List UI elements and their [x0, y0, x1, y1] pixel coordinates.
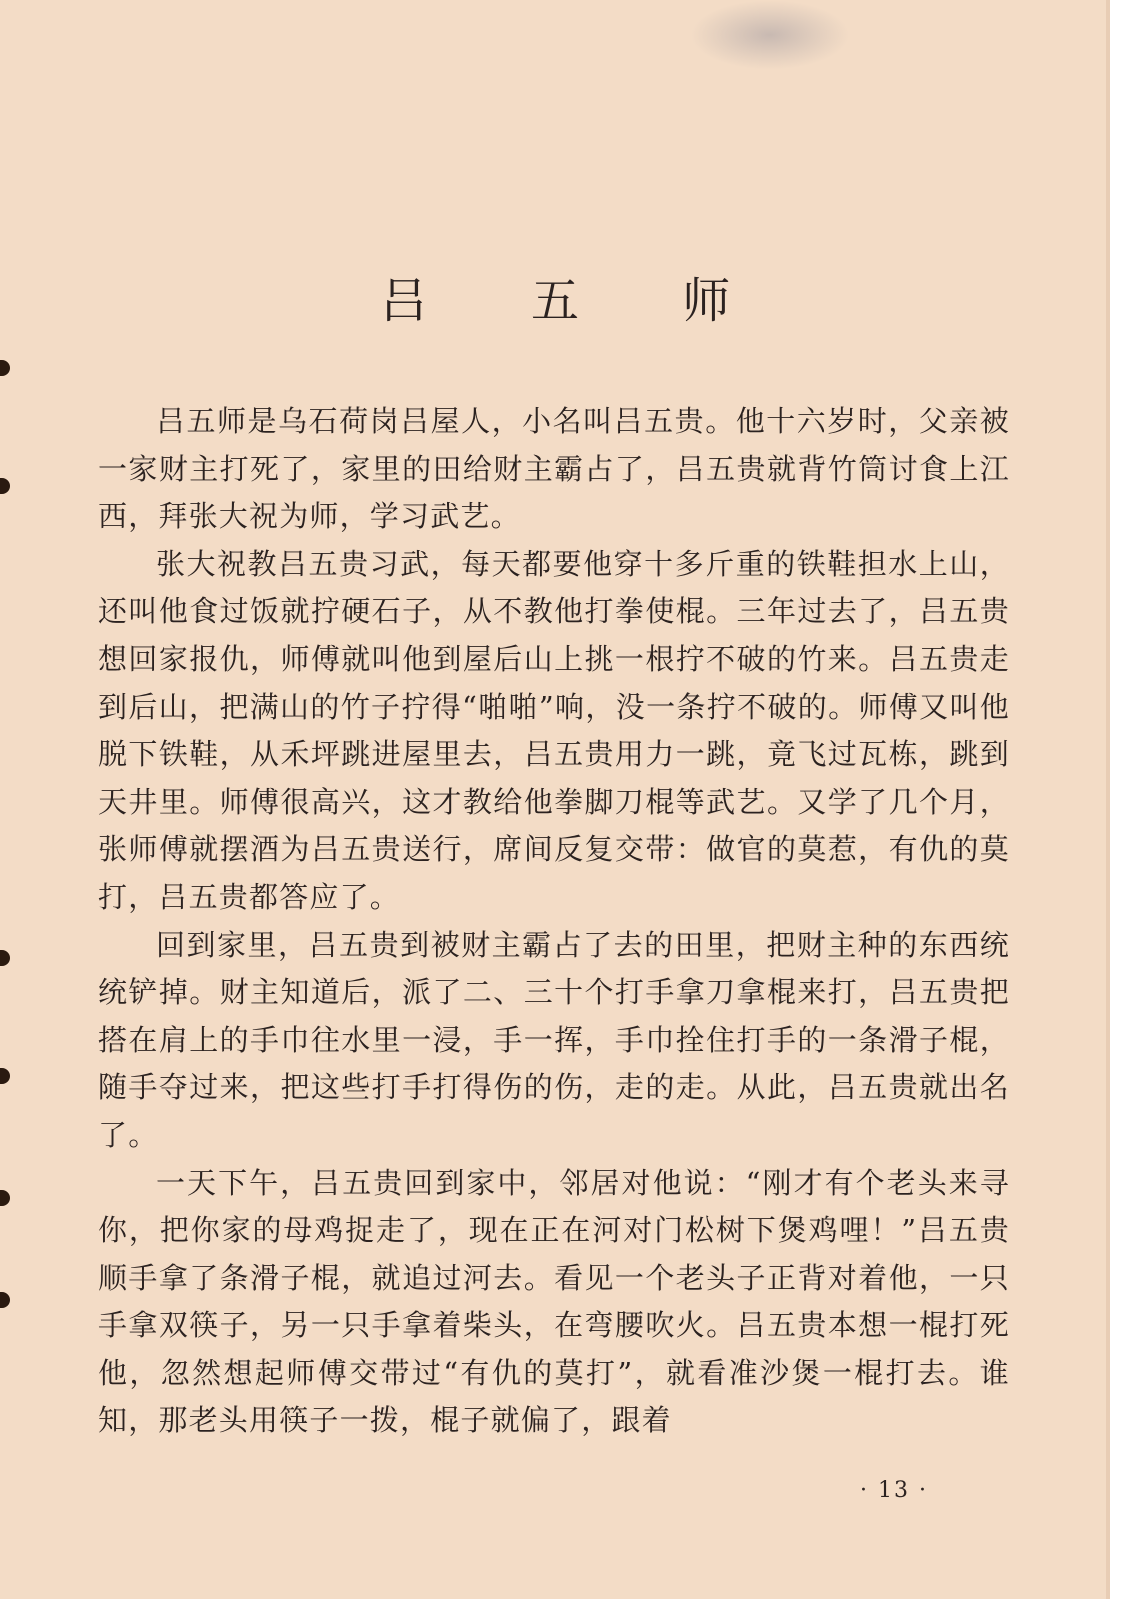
- paragraph: 一天下午，吕五贵回到家中，邻居对他说：“刚才有个老头来寻你，把你家的母鸡捉走了，现在正在河对门松树下煲鸡哩！”吕五贵顺手拿了条滑子棍，就追过河去。看见一个老头子正背对着他，一只手拿双筷子，另一只手拿着柴头，在弯腰吹火。吕五贵本想一棍打死他，忽然想起师傅交带过“有仇的莫打”，就看准沙煲一棍打去。谁知，那老头用筷子一拨，棍子就偏了，跟着: [98, 1165, 1010, 1438]
- body-text: [98, 398, 1010, 1445]
- chapter-title: 吕 五 师: [379, 273, 775, 329]
- paragraph: 张大祝教吕五贵习武，每天都要他穿十多斤重的铁鞋担水上山，还叫他食过饭就拧硬石子，从不教他打拳使棍。三年过去了，吕五贵想回家报仇，师傅就叫他到屋后山上挑一根拧不破的竹来。吕五贵走到后山，把满山的竹子拧得“啪啪”响，没一条拧不破的。师傅又叫他脱下铁鞋，从禾坪跳进屋里去，吕五贵用力一跳，竟飞过瓦栋，跳到天井里。师傅很高兴，这才教给他拳脚刀棍等武艺。又学了几个月，张师傅就摆酒为吕五贵送行，席间反复交带：做官的莫惹，有仇的莫打，吕五贵都答应了。: [98, 546, 1010, 914]
- binding-hole: [0, 950, 10, 966]
- binding-hole: [0, 1292, 10, 1308]
- paragraph: 吕五师是乌石荷岗吕屋人，小名叫吕五贵。他十六岁时，父亲被一家财主打死了，家里的田给财主霸占了，吕五贵就背竹筒讨食上江西，拜张大祝为师，学习武艺。: [98, 404, 1010, 534]
- binding-hole: [0, 1190, 10, 1206]
- paper-stain: [690, 0, 850, 70]
- paragraph: 回到家里，吕五贵到被财主霸占了去的田里，把财主种的东西统统铲掉。财主知道后，派了二、三十个打手拿刀拿棍来打，吕五贵把搭在肩上的手巾往水里一浸，手一挥，手巾拴住打手的一条滑子棍，随手夺过来，把这些打手打得伤的伤，走的走。从此，吕五贵就出名了。: [98, 927, 1010, 1152]
- page-edge: [1110, 0, 1124, 1599]
- binding-hole: [0, 478, 10, 494]
- binding-hole: [0, 360, 10, 376]
- page-number: · 13 ·: [860, 1478, 928, 1503]
- binding-hole: [0, 1068, 10, 1084]
